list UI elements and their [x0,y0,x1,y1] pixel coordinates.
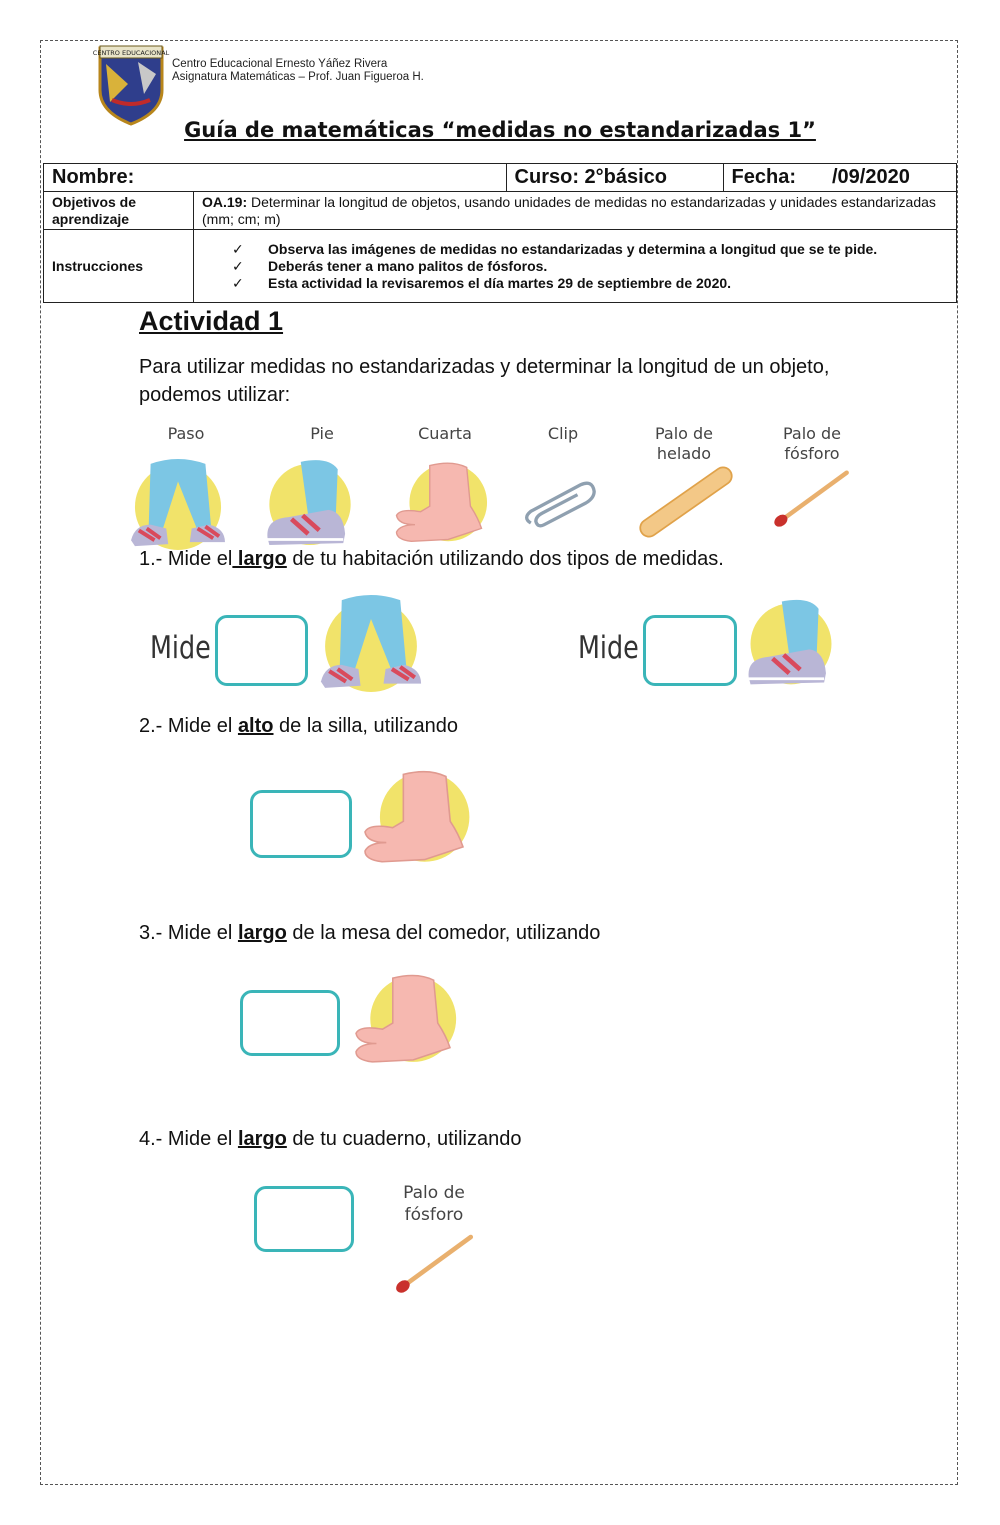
tool-label-pie: Pie [310,424,334,443]
activity-title: Actividad 1 [139,306,284,336]
mide-label: Mide [578,630,639,666]
clip-icon [520,478,600,528]
activity-intro: Para utilizar medidas no estandarizadas y determinar la longitud de un objeto, podemos utilizar: [139,356,830,406]
mide-label: Mide [150,630,211,666]
instrucciones-list [202,241,948,292]
instruccion-item: ✓ Esta actividad la revisaremos el día martes 29 de septiembre de 2020. [232,275,948,292]
curso-cell: Curso: 2°básico [506,164,723,192]
answer-box-q2[interactable] [250,790,352,858]
palo-fosforo-icon [388,1226,482,1292]
tool-label-palo-fosforo: Palo de fósforo [782,424,842,463]
question-2: 2.- Mide el alto de la silla, utilizando [139,715,459,737]
tool-label-paso: Paso [167,424,205,443]
school-name: Centro Educacional Ernesto Yáñez Rivera [172,58,388,70]
paso-icon [118,460,238,550]
answer-box-q4[interactable] [254,1186,354,1252]
instrucciones-list-cell [194,230,957,303]
school-logo [92,44,170,126]
header-table [43,163,957,303]
instrucciones-label: Instrucciones [44,230,194,303]
pie-icon [745,592,837,692]
question-4: 4.- Mide el largo de tu cuaderno, utilizando [139,1128,522,1150]
nombre-cell[interactable]: Nombre: [44,164,507,192]
instruccion-item: ✓ Observa las imágenes de medidas no estandarizadas y determina a longitud que se te pide. [232,241,948,258]
cuarta-icon [384,460,494,545]
tool-label-cuarta: Cuarta [418,424,472,443]
objetivos-text: OA.19: Determinar la longitud de objetos, usando unidades de medidas no estandarizadas y unidades estandarizadas (mm; cm; m) [194,192,957,230]
tool-label-palo-helado: Palo de helado [654,424,714,463]
tool-label-clip: Clip [547,424,579,443]
pie-icon [260,460,360,545]
palo-helado-icon [630,462,742,542]
cuarta-icon [348,972,458,1066]
paso-icon [314,596,428,692]
answer-box-q3[interactable] [240,990,340,1056]
cuarta-icon [360,768,468,866]
question-3: 3.- Mide el largo de la mesa del comedor, utilizando [139,922,601,944]
page-title: Guía de matemáticas “medidas no estandarizadas 1” [184,118,816,142]
school-subject: Asignatura Matemáticas – Prof. Juan Figueroa H. [172,71,424,83]
answer-box-q1-pie[interactable] [643,615,737,686]
q4-tool-label: Palo de fósforo [403,1183,465,1225]
objetivos-label: Objetivos de aprendizaje [44,192,194,230]
instruccion-item: ✓ Deberás tener a mano palitos de fósforos. [232,258,948,275]
logo-text: CENTRO EDUCACIONAL [92,49,170,57]
answer-box-q1-paso[interactable] [215,615,308,686]
fecha-cell[interactable]: Fecha: /09/2020 [723,164,956,192]
palo-fosforo-icon [772,462,852,526]
question-1: 1.- Mide el largo de tu habitación utilizando dos tipos de medidas. [139,548,724,570]
school-info [172,58,424,84]
